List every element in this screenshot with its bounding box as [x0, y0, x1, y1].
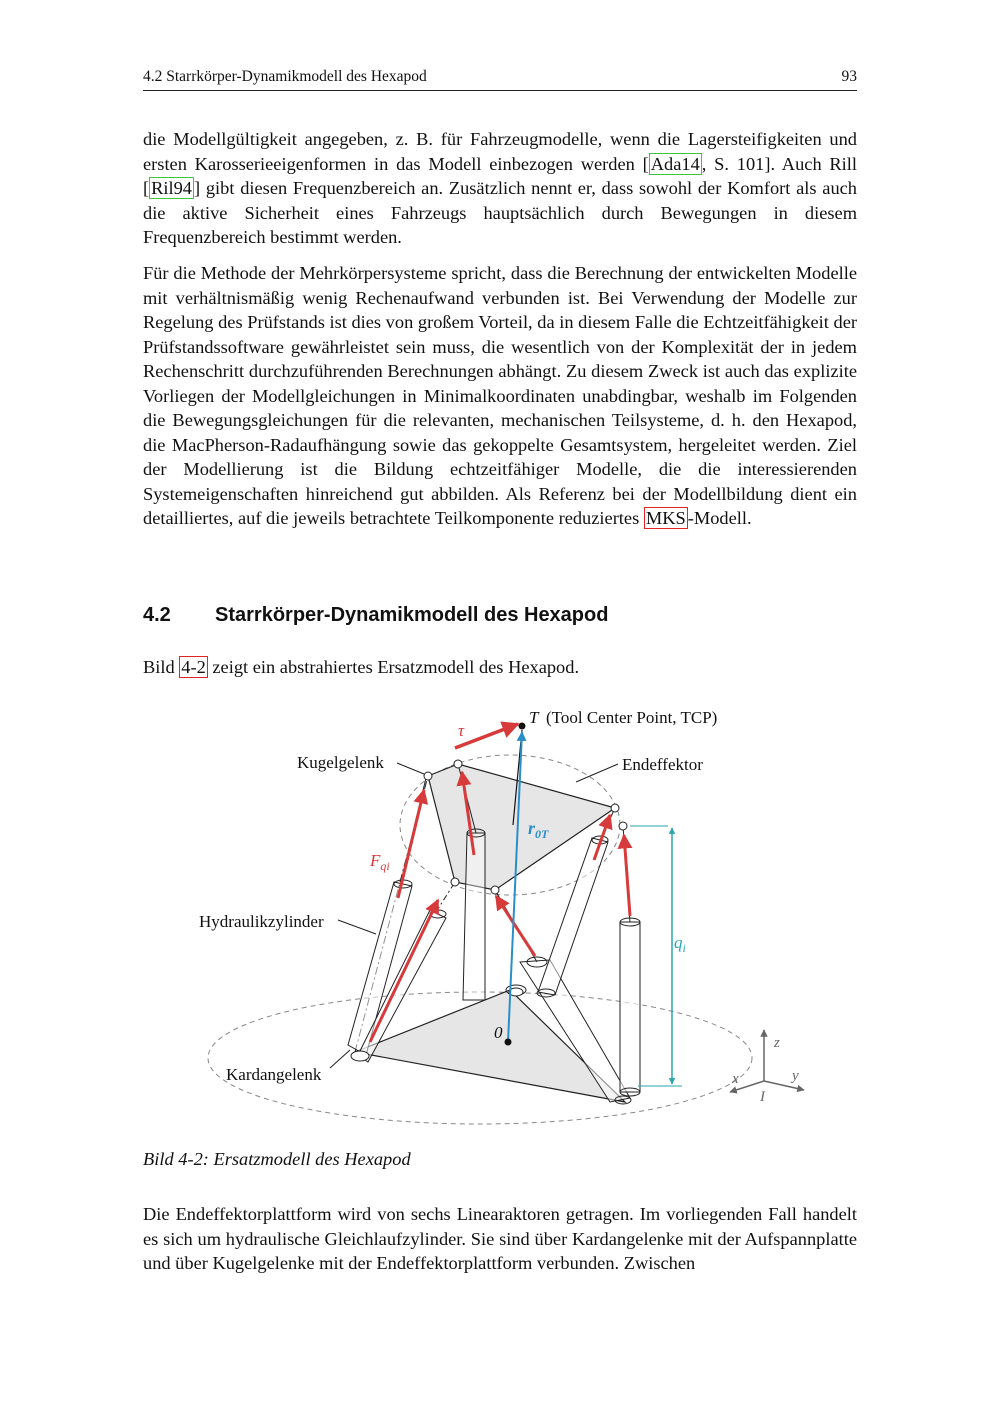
- label-origin: 0: [494, 1023, 503, 1042]
- label-T: T: [529, 708, 539, 727]
- acronym-link-mks[interactable]: MKS: [645, 508, 686, 528]
- torque-arrow: [455, 724, 518, 748]
- coordinate-system: [730, 1030, 804, 1105]
- citation-ril94[interactable]: Ril94: [151, 178, 193, 198]
- caption-label: Bild 4-2: [143, 1149, 203, 1169]
- paragraph-3: [143, 655, 857, 680]
- paragraph-1-text-c: ] gibt diesen Frequenzbereich an. Zusätzlich nennt er, dass sowohl der Komfort als auch die aktive Sicherheit eines Fahrzeugs hauptsächlich durch Bewegungen in diesem Frequenzbereich bestimmt werden.: [143, 178, 857, 247]
- label-r-main: r: [528, 818, 536, 838]
- label-tau: τ: [458, 721, 465, 740]
- paragraph-4: [143, 1202, 857, 1276]
- label-r-sub: 0T: [535, 827, 549, 841]
- section-title: Starrkörper-Dynamikmodell des Hexapod: [215, 604, 609, 626]
- section-heading: [143, 604, 608, 627]
- label-hydraulikzylinder: Hydraulikzylinder: [199, 912, 324, 931]
- figure-link-4-2[interactable]: 4-2: [181, 657, 206, 677]
- caption-text: : Ersatzmodell des Hexapod: [202, 1149, 411, 1169]
- label-F: [369, 851, 390, 873]
- label-endeffektor: Endeffektor: [622, 755, 703, 774]
- label-kardangelenk: Kardangelenk: [226, 1065, 322, 1084]
- tcp-point: [519, 723, 526, 730]
- paragraph-2-text-b: -Modell.: [687, 508, 752, 528]
- section-number: 4.2: [143, 604, 171, 626]
- label-q-main: q: [674, 933, 683, 952]
- hexapod-figure: [190, 700, 810, 1140]
- label-F-sub: qi: [380, 859, 390, 873]
- label-F-main: F: [370, 851, 381, 870]
- origin-point: [505, 1039, 512, 1046]
- hexapod-diagram: [190, 700, 810, 1140]
- paragraph-4-text: Die Endeffektorplattform wird von sechs Linearaktoren getragen. Im vorliegenden Fall handelt es sich um hydraulische Gleichlaufzylinder. Sie sind über Kardangelenke mit der Aufspannplatte und über Kugelgelenke mit der Endeffektorplattform verbunden. Zwischen: [143, 1204, 857, 1273]
- axis-x-label: x: [732, 1071, 739, 1087]
- page-number: 93: [841, 68, 857, 85]
- axis-y-label: y: [792, 1068, 799, 1084]
- label-tcp: (Tool Center Point, TCP): [546, 708, 718, 727]
- label-q: [674, 933, 686, 955]
- label-kugelgelenk: Kugelgelenk: [297, 753, 384, 772]
- axis-I-label: I: [760, 1089, 765, 1105]
- figure-caption: [143, 1149, 411, 1170]
- citation-ada14[interactable]: Ada14: [650, 153, 700, 174]
- axis-z-label: z: [774, 1035, 780, 1051]
- paragraph-3-text-a: Bild: [143, 657, 180, 677]
- paragraph-1-text-b: , S. 101]. Auch Rill [: [143, 153, 857, 198]
- paragraph-1-text-a: die Modellgültigkeit angegeben, z. B. für Fahrzeugmodelle, wenn die Lagersteifigkeiten und ersten Karosserieeigenformen in das Modell einbezogen werden [: [143, 129, 857, 174]
- paragraph-2: [143, 261, 857, 531]
- paragraph-2-text-a: Für die Methode der Mehrkörpersysteme spricht, dass die Berechnung der entwickelten Modelle mit verhältnismäßig wenig Rechenaufwand verbunden ist. Bei Verwendung der Modelle zur Regelung des Prüfstands ist dies von großem Vorteil, da in diesem Falle die Echtzeitfähigkeit der Prüfstandssoftware gewährleistet sein muss, die wesentlich von der Komplexität der in jedem Rechenschritt durchzuführenden Berechnungen abhängt. Zu diesem Zweck ist auch das explizite Vorliegen der Modellgleichungen in Minimalkoordinaten unabdingbar, weshalb im Folgenden die Bewegungsgleichungen für die relevanten, mechanischen Teilsysteme, d. h. den Hexapod, die MacPherson-Radaufhängung sowie das gekoppelte Gesamtsystem, hergeleitet werden. Ziel der Modellierung ist die Bildung echtzeitfähiger Modelle, die die interessierenden Systemeigenschaften hinreichend gut abbilden. Als Referenz bei der Modellbildung dient ein detailliertes, auf die jeweils betrachtete Teilkomponente reduziertes: [143, 263, 857, 528]
- header-section-title: 4.2 Starrkörper-Dynamikmodell des Hexapod: [143, 68, 427, 85]
- paragraph-1: [143, 127, 857, 250]
- label-q-sub: i: [682, 941, 686, 955]
- paragraph-3-text-b: zeigt ein abstrahiertes Ersatzmodell des Hexapod.: [207, 657, 580, 677]
- running-header: [143, 66, 857, 91]
